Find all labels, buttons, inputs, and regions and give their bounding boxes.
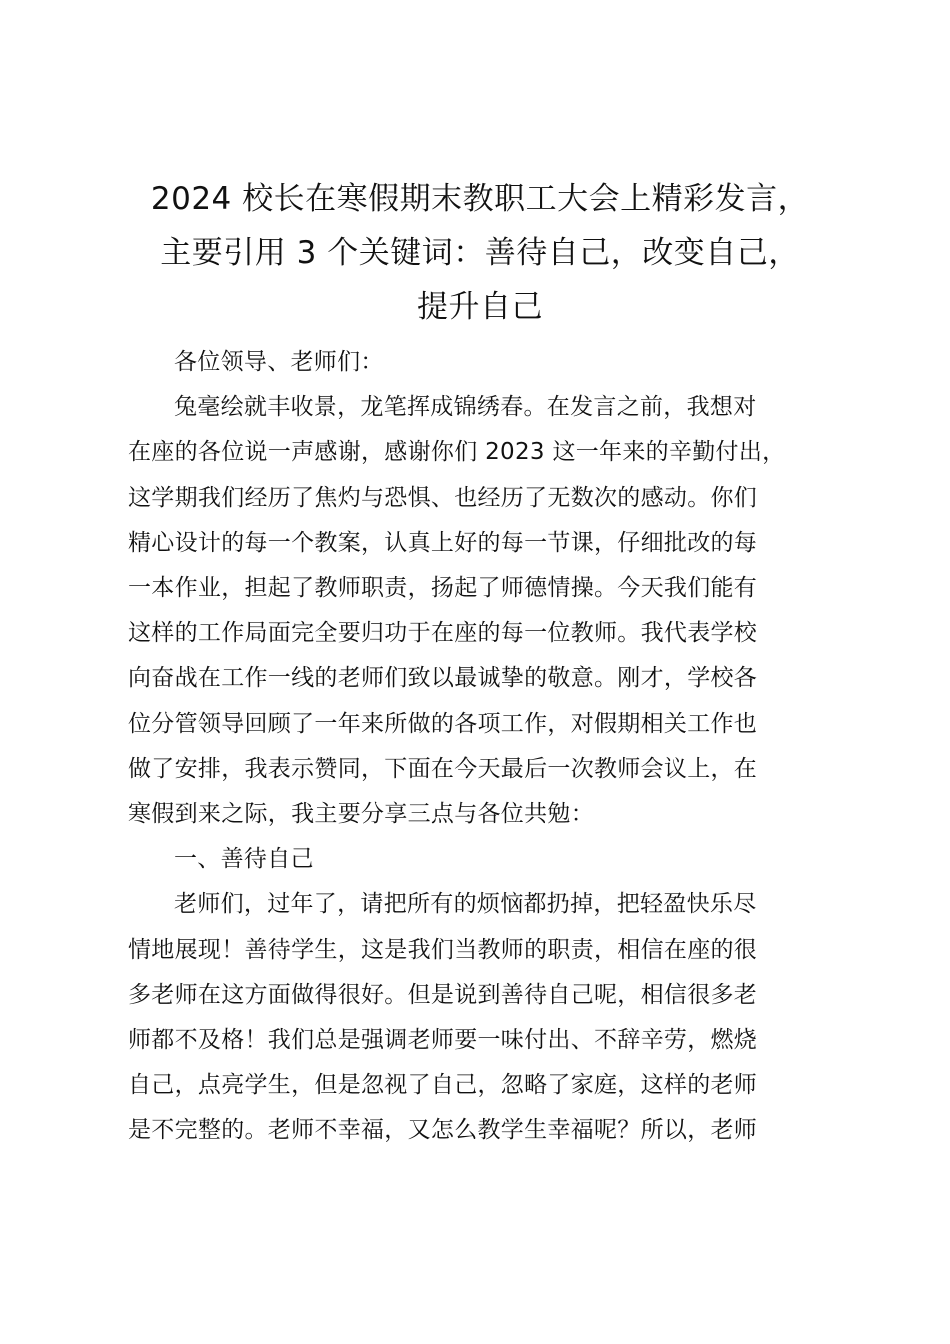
document-title	[118, 172, 842, 334]
paragraph-line: 情地展现！善待学生，这是我们当教师的职责，相信在座的很	[128, 936, 758, 963]
salutation	[128, 340, 830, 385]
paragraph-line: 向奋战在工作一线的老师们致以最诚挚的敬意。刚才，学校各	[128, 665, 758, 692]
title-line: 2024 校长在寒假期末教职工大会上精彩发言，	[150, 181, 810, 217]
paragraph-line: 这样的工作局面完全要归功于在座的每一位教师。我代表学校	[128, 620, 758, 647]
document-body	[128, 172, 830, 1154]
title-line: 提升自己	[417, 289, 543, 325]
title-line: 主要引用 3 个关键词：善待自己，改变自己，	[160, 235, 800, 271]
paragraph-line: 位分管领导回顾了一年来所做的各项工作，对假期相关工作也	[128, 710, 758, 737]
paragraph-section1	[128, 882, 830, 1153]
paragraph-line: 一本作业，担起了教师职责，扬起了师德情操。今天我们能有	[128, 575, 758, 602]
salutation-text: 各位领导、老师们：	[174, 349, 384, 375]
paragraph-line: 寒假到来之际，我主要分享三点与各位共勉：	[128, 801, 594, 828]
paragraph-line: 兔毫绘就丰收景，龙笔挥成锦绣春。在发言之前，我想对	[174, 394, 757, 421]
paragraph-line: 这学期我们经历了焦灼与恐惧、也经历了无数次的感动。你们	[128, 484, 758, 511]
section-heading	[128, 837, 830, 882]
paragraph-line: 多老师在这方面做得很好。但是说到善待自己呢，相信很多老	[128, 981, 758, 1008]
paragraph-line: 在座的各位说一声感谢，感谢你们 2023 这一年来的辛勤付出，	[128, 439, 786, 466]
paragraph-line: 老师们，过年了，请把所有的烦恼都扔掉，把轻盈快乐尽	[174, 891, 757, 918]
paragraph-line: 精心设计的每一个教案，认真上好的每一节课，仔细批改的每	[128, 529, 758, 556]
paragraph-intro	[128, 385, 830, 837]
paragraph-line: 师都不及格！我们总是强调老师要一味付出、不辞辛劳，燃烧	[128, 1027, 758, 1054]
paragraph-line: 自己，点亮学生，但是忽视了自己，忽略了家庭，这样的老师	[128, 1072, 758, 1099]
paragraph-line: 做了安排，我表示赞同，下面在今天最后一次教师会议上，在	[128, 755, 758, 782]
paragraph-line: 是不完整的。老师不幸福，又怎么教学生幸福呢？所以，老师	[128, 1117, 758, 1144]
section-heading-text: 一、善待自己	[174, 846, 314, 873]
